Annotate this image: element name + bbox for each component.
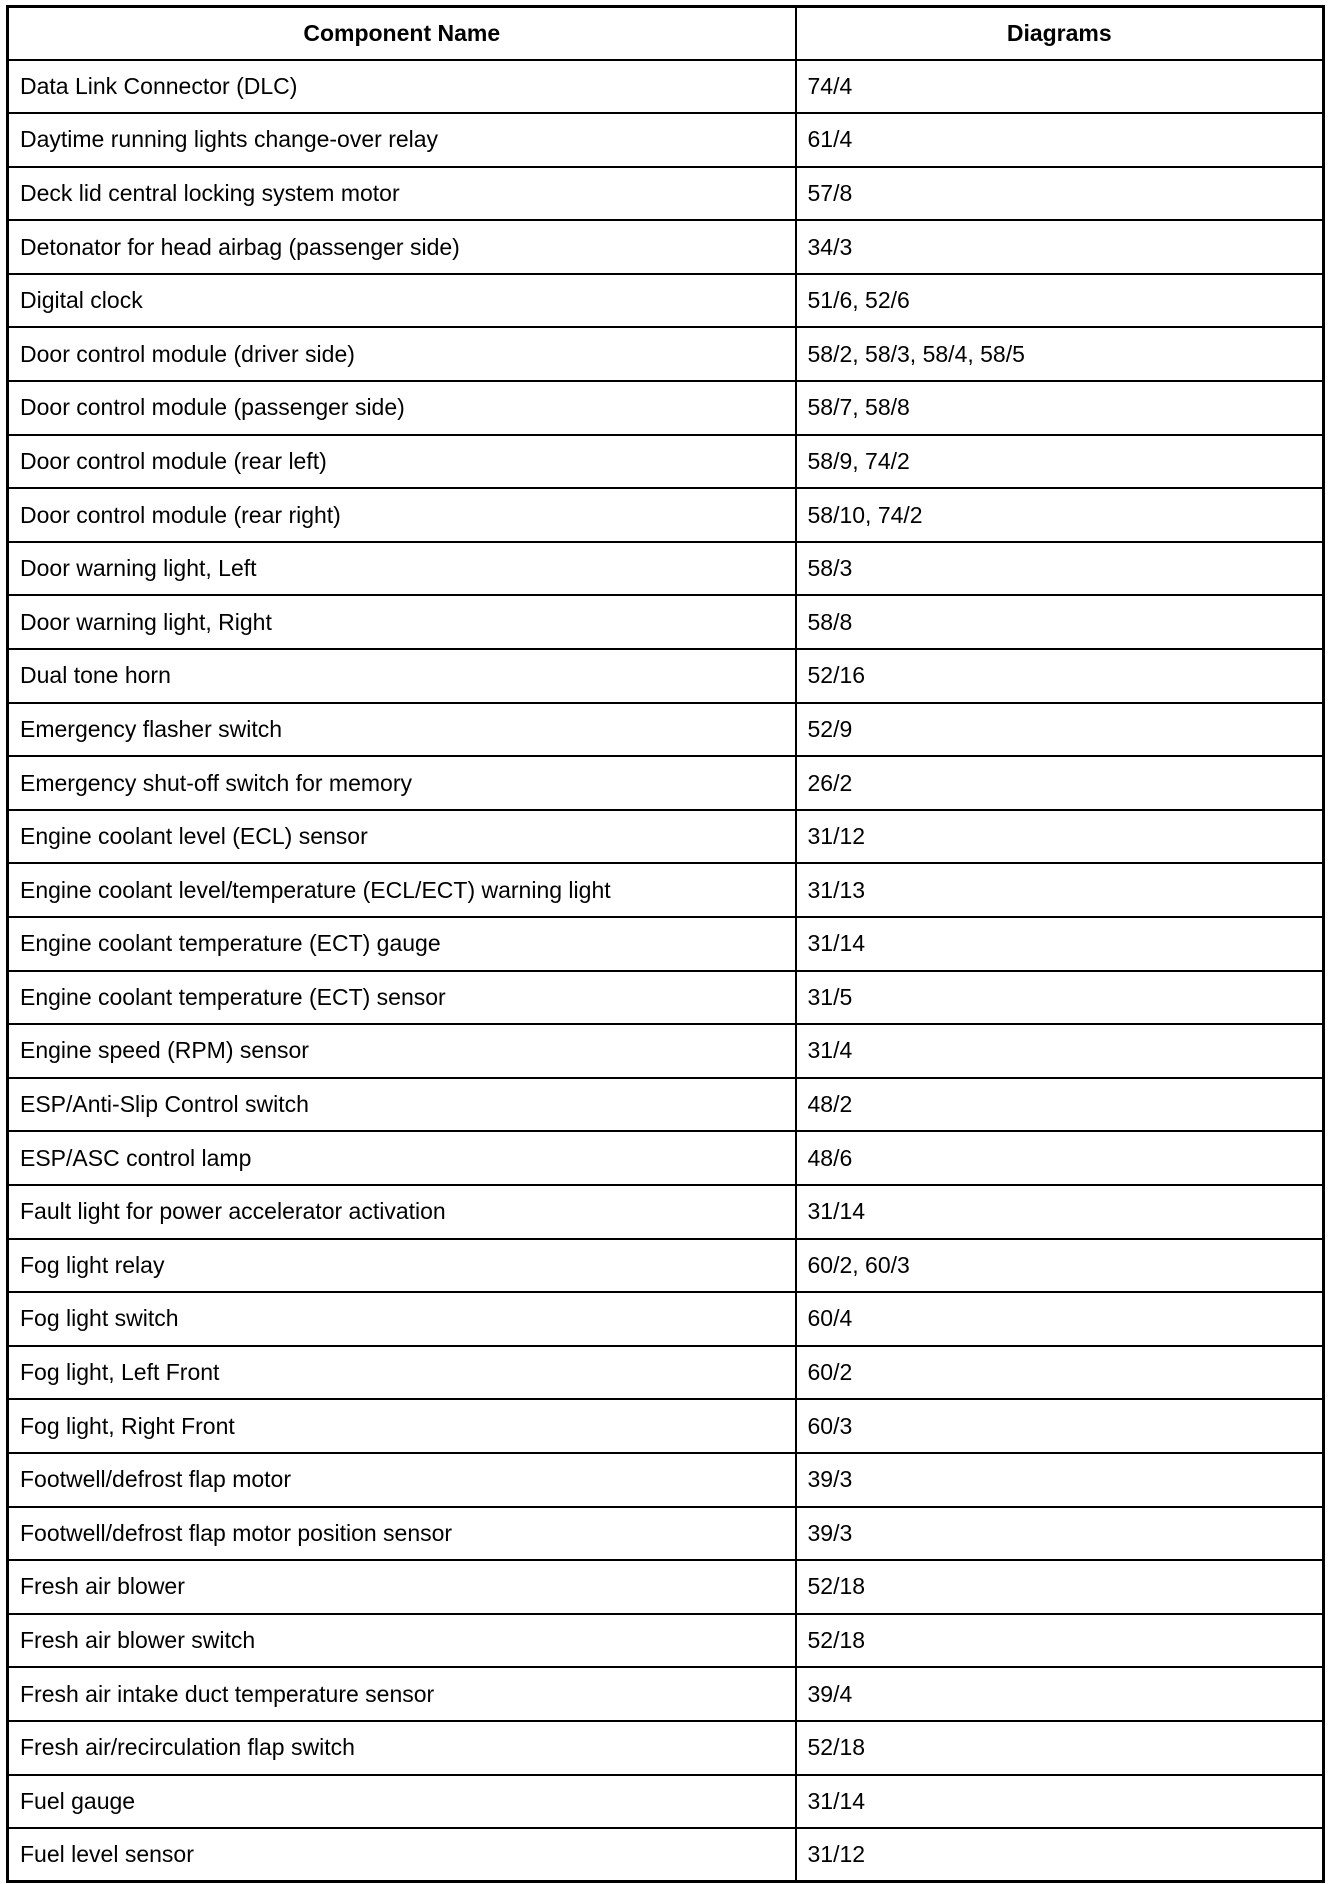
diagrams-cell: 58/10, 74/2	[796, 488, 1324, 542]
component-name-cell: Emergency flasher switch	[8, 703, 796, 757]
table-row	[8, 1239, 1324, 1293]
diagrams-cell: 31/13	[796, 863, 1324, 917]
table-row	[8, 167, 1324, 221]
component-name-cell: Engine coolant level/temperature (ECL/ECT) warning light	[8, 863, 796, 917]
component-name-cell: Digital clock	[8, 274, 796, 328]
table-row	[8, 756, 1324, 810]
table-row	[8, 917, 1324, 971]
table-row	[8, 1292, 1324, 1346]
table-row	[8, 1775, 1324, 1829]
diagrams-cell: 39/4	[796, 1667, 1324, 1721]
column-header-component-name: Component Name	[8, 7, 796, 60]
table-row	[8, 1024, 1324, 1078]
table-row	[8, 220, 1324, 274]
diagrams-cell: 60/4	[796, 1292, 1324, 1346]
component-name-cell: Door warning light, Left	[8, 542, 796, 596]
diagrams-cell: 31/5	[796, 971, 1324, 1025]
component-name-cell: ESP/ASC control lamp	[8, 1131, 796, 1185]
component-diagram-table	[6, 5, 1325, 1883]
table-row	[8, 1560, 1324, 1614]
component-name-cell: Fog light, Left Front	[8, 1346, 796, 1400]
component-name-cell: Detonator for head airbag (passenger side)	[8, 220, 796, 274]
diagrams-cell: 31/12	[796, 810, 1324, 864]
diagrams-cell: 31/14	[796, 1185, 1324, 1239]
component-name-cell: Fresh air intake duct temperature sensor	[8, 1667, 796, 1721]
table-header-row	[8, 7, 1324, 60]
table-row	[8, 274, 1324, 328]
table-row	[8, 863, 1324, 917]
diagrams-cell: 39/3	[796, 1453, 1324, 1507]
component-name-cell: Fog light, Right Front	[8, 1399, 796, 1453]
component-name-cell: Daytime running lights change-over relay	[8, 113, 796, 167]
diagrams-cell: 48/2	[796, 1078, 1324, 1132]
diagrams-cell: 39/3	[796, 1507, 1324, 1561]
table-row	[8, 1721, 1324, 1775]
diagrams-cell: 61/4	[796, 113, 1324, 167]
table-row	[8, 1614, 1324, 1668]
table-row	[8, 1346, 1324, 1400]
table-row	[8, 649, 1324, 703]
component-name-cell: Deck lid central locking system motor	[8, 167, 796, 221]
diagrams-cell: 57/8	[796, 167, 1324, 221]
component-name-cell: Engine coolant temperature (ECT) sensor	[8, 971, 796, 1025]
component-name-cell: Footwell/defrost flap motor	[8, 1453, 796, 1507]
diagrams-cell: 60/2	[796, 1346, 1324, 1400]
diagrams-cell: 52/18	[796, 1560, 1324, 1614]
component-name-cell: Door warning light, Right	[8, 595, 796, 649]
table-row	[8, 113, 1324, 167]
component-name-cell: Engine coolant temperature (ECT) gauge	[8, 917, 796, 971]
diagrams-cell: 60/2, 60/3	[796, 1239, 1324, 1293]
component-name-cell: Fog light switch	[8, 1292, 796, 1346]
table-body	[8, 60, 1324, 1882]
diagrams-cell: 34/3	[796, 220, 1324, 274]
component-name-cell: Fresh air/recirculation flap switch	[8, 1721, 796, 1775]
diagrams-cell: 31/14	[796, 1775, 1324, 1829]
diagrams-cell: 48/6	[796, 1131, 1324, 1185]
table-row	[8, 1667, 1324, 1721]
component-name-cell: Dual tone horn	[8, 649, 796, 703]
component-name-cell: Door control module (rear right)	[8, 488, 796, 542]
component-name-cell: Data Link Connector (DLC)	[8, 60, 796, 114]
component-name-cell: Fault light for power accelerator activation	[8, 1185, 796, 1239]
component-name-cell: Door control module (rear left)	[8, 435, 796, 489]
diagrams-cell: 52/18	[796, 1721, 1324, 1775]
table-row	[8, 703, 1324, 757]
diagrams-cell: 52/18	[796, 1614, 1324, 1668]
table-row	[8, 60, 1324, 114]
component-name-cell: Fresh air blower	[8, 1560, 796, 1614]
diagrams-cell: 58/3	[796, 542, 1324, 596]
diagrams-cell: 58/2, 58/3, 58/4, 58/5	[796, 327, 1324, 381]
table-row	[8, 971, 1324, 1025]
component-name-cell: Emergency shut-off switch for memory	[8, 756, 796, 810]
component-name-cell: Fresh air blower switch	[8, 1614, 796, 1668]
table-row	[8, 1185, 1324, 1239]
component-name-cell: Fuel level sensor	[8, 1828, 796, 1882]
diagrams-cell: 51/6, 52/6	[796, 274, 1324, 328]
diagrams-cell: 31/12	[796, 1828, 1324, 1882]
component-name-cell: Fuel gauge	[8, 1775, 796, 1829]
component-name-cell: Engine speed (RPM) sensor	[8, 1024, 796, 1078]
diagrams-cell: 31/4	[796, 1024, 1324, 1078]
table-row	[8, 810, 1324, 864]
diagrams-cell: 74/4	[796, 60, 1324, 114]
component-name-cell: Door control module (passenger side)	[8, 381, 796, 435]
component-name-cell: ESP/Anti-Slip Control switch	[8, 1078, 796, 1132]
table-row	[8, 435, 1324, 489]
table-row	[8, 327, 1324, 381]
table-row	[8, 1507, 1324, 1561]
component-name-cell: Fog light relay	[8, 1239, 796, 1293]
diagrams-cell: 52/9	[796, 703, 1324, 757]
table-row	[8, 1078, 1324, 1132]
component-name-cell: Engine coolant level (ECL) sensor	[8, 810, 796, 864]
diagrams-cell: 60/3	[796, 1399, 1324, 1453]
column-header-diagrams: Diagrams	[796, 7, 1324, 60]
table-row	[8, 542, 1324, 596]
table-row	[8, 1453, 1324, 1507]
diagrams-cell: 58/7, 58/8	[796, 381, 1324, 435]
diagrams-cell: 58/9, 74/2	[796, 435, 1324, 489]
table-row	[8, 381, 1324, 435]
table-row	[8, 595, 1324, 649]
diagrams-cell: 58/8	[796, 595, 1324, 649]
table-row	[8, 1399, 1324, 1453]
component-name-cell: Footwell/defrost flap motor position sensor	[8, 1507, 796, 1561]
component-name-cell: Door control module (driver side)	[8, 327, 796, 381]
diagrams-cell: 52/16	[796, 649, 1324, 703]
diagrams-cell: 26/2	[796, 756, 1324, 810]
diagrams-cell: 31/14	[796, 917, 1324, 971]
table-row	[8, 1828, 1324, 1882]
table-row	[8, 1131, 1324, 1185]
table-row	[8, 488, 1324, 542]
